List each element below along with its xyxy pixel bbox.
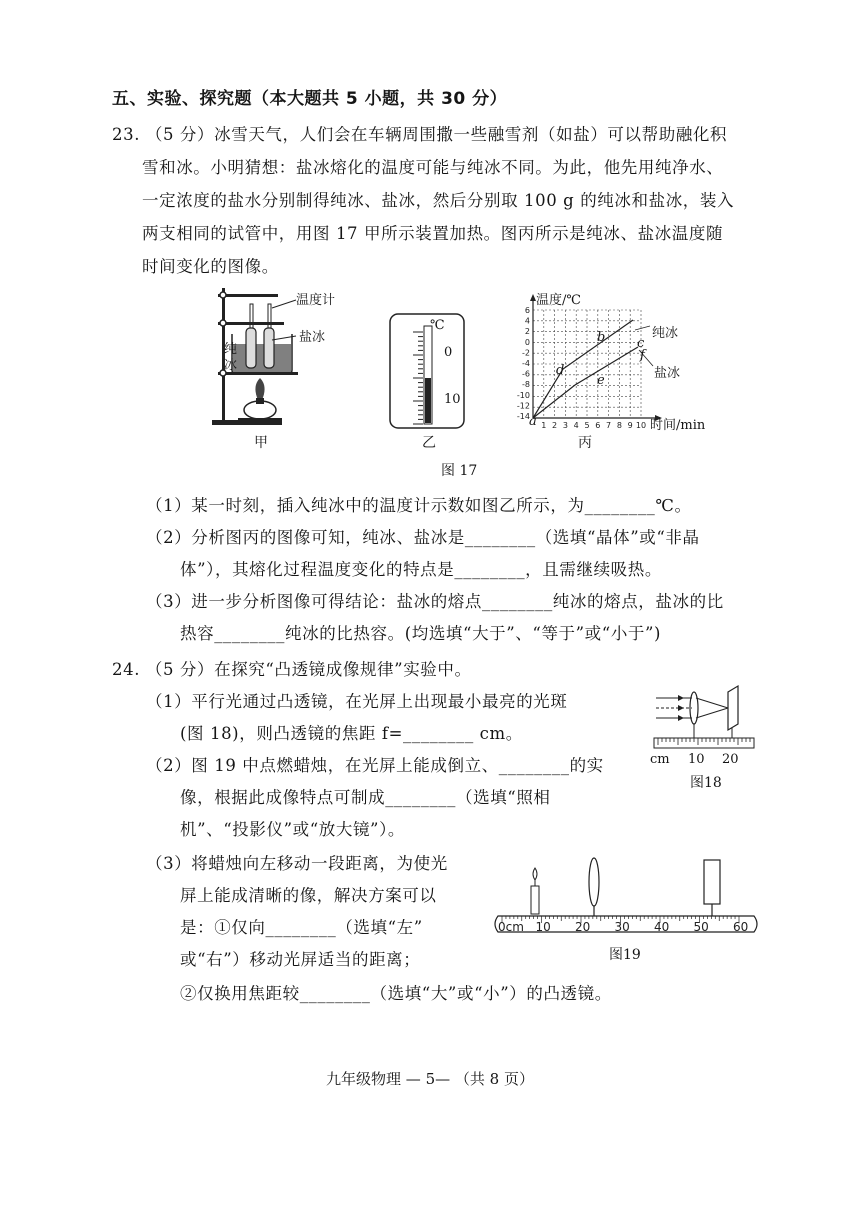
bing-xlabel: 时间/min <box>650 418 706 433</box>
bing-salt-label: 盐冰 <box>654 366 681 381</box>
bing-xtick-label: 7 <box>606 421 612 430</box>
bing-ytick-label: -12 <box>516 401 530 411</box>
bing-xtick-label: 9 <box>627 421 633 430</box>
yi-tick-0: 0 <box>444 345 453 360</box>
q24-line-9: 是：①仅向________（选填“左” <box>180 918 423 937</box>
bing-ytick-label: -8 <box>522 380 530 390</box>
bing-origin: a <box>529 414 537 429</box>
q24-line-6: 机”、“投影仪”或“放大镜”）。 <box>180 820 406 839</box>
q23-line-5: 时间变化的图像。 <box>142 257 279 276</box>
candle <box>531 886 539 914</box>
fig19-scale-label: 50 <box>693 920 709 934</box>
fig19-lens <box>589 858 599 906</box>
yi-unit: ℃ <box>430 318 445 333</box>
pure-ice-label-2: 冰 <box>224 358 238 373</box>
point-b: b <box>597 330 606 345</box>
test-tube-right <box>264 328 274 368</box>
bing-xtick-label: 2 <box>552 421 558 430</box>
q24-line-8: 屏上能成清晰的像，解决方案可以 <box>180 886 437 905</box>
q23-part-2a: （2）分析图丙的图像可知，纯冰、盐冰是________（选填“晶体”或“非晶 <box>146 528 700 547</box>
candle-flame <box>533 868 537 880</box>
bing-xtick-label: 8 <box>616 421 622 430</box>
q24-line-2: （1）平行光通过凸透镜，在光屏上出现最小最亮的光斑 <box>146 692 568 711</box>
bing-xtick-label: 1 <box>541 421 547 430</box>
q23-line-2: 雪和冰。小明猜想：盐冰熔化的温度可能与纯冰不同。为此，他先用纯净水、 <box>142 158 724 177</box>
bing-xtick-label: 10 <box>635 421 647 430</box>
fig18-ruler <box>654 738 754 748</box>
bing-pure-label: 纯冰 <box>652 326 679 341</box>
fig17-caption: 图 17 <box>441 463 478 479</box>
pure-ice-line <box>533 320 633 418</box>
q24-line-3: (图 18)，则凸透镜的焦距 f=________ cm。 <box>180 724 523 743</box>
bing-xtick-label: 5 <box>584 421 590 430</box>
q24-line-4: （2）图 19 中点燃蜡烛，在光屏上能成倒立、________的实 <box>146 756 604 775</box>
yi-tick-10: 10 <box>444 392 461 407</box>
bing-ytick-label: 2 <box>524 327 530 337</box>
q23-line-4: 两支相同的试管中，用图 17 甲所示装置加热。图丙所示是纯冰、盐冰温度随 <box>142 224 724 243</box>
point-f: f <box>640 348 645 363</box>
fig19-scale-label: 0cm <box>498 920 524 934</box>
q23-line-3: 一定浓度的盐水分别制得纯冰、盐冰，然后分别取 100 g 的纯冰和盐冰，装入 <box>142 191 735 210</box>
fig18-diagram <box>648 684 758 756</box>
bing-ytick-label: 0 <box>524 337 530 347</box>
bing-ytick-label: 4 <box>524 316 530 326</box>
point-d: d <box>556 363 565 378</box>
bing-ytick-label: -6 <box>522 369 530 379</box>
fig19-scale-label: 20 <box>575 920 591 934</box>
bing-ytick-label: -2 <box>522 348 530 358</box>
point-c: c <box>637 336 645 351</box>
bing-ytick-label: -4 <box>522 359 530 368</box>
fig19-bench <box>490 852 762 944</box>
q23-part-1: （1）某一时刻，插入纯冰中的温度计示数如图乙所示，为________℃。 <box>146 496 692 515</box>
bing-ytick-label: -10 <box>516 390 530 400</box>
fig18-caption: 图18 <box>690 775 722 791</box>
salt-ice-label: 盐冰 <box>299 330 326 345</box>
fig17-yi-label: 乙 <box>422 435 436 451</box>
fig17-bing-graph <box>508 290 723 432</box>
fig19-scale-label: 60 <box>733 920 749 934</box>
fig18-unit: cm <box>650 752 670 767</box>
bing-xtick-label: 6 <box>595 421 601 430</box>
q23-line-1: 23. （5 分）冰雪天气，人们会在车辆周围撒一些融雪剂（如盐）可以帮助融化积 <box>112 125 728 144</box>
q23-part-3a: （3）进一步分析图像可得结论：盐冰的熔点________纯冰的熔点，盐冰的比 <box>146 592 724 611</box>
q24-line-5: 像，根据此成像特点可制成________（选填“照相 <box>180 788 551 807</box>
q24-line-11: ②仅换用焦距较________（选填“大”或“小”）的凸透镜。 <box>180 984 612 1003</box>
fig17-yi-thermometer <box>388 312 468 432</box>
q24-line-7: （3）将蜡烛向左移动一段距离，为使光 <box>146 854 448 873</box>
bing-xtick-label: 4 <box>573 421 579 430</box>
q24-line-10: 或“右”）移动光屏适当的距离； <box>180 950 421 969</box>
thermometer-label: 温度计 <box>296 293 336 308</box>
bing-ytick-label: -14 <box>516 412 530 421</box>
fig19-screen <box>704 860 720 904</box>
point-e: e <box>597 373 605 388</box>
fig17-bing-label: 丙 <box>578 435 592 451</box>
fig19-caption: 图19 <box>609 947 641 963</box>
fig18-tick-10: 10 <box>688 752 705 767</box>
fig19-scale-label: 40 <box>654 920 670 934</box>
pure-ice-label-1: 纯 <box>224 342 238 357</box>
q24-line-1: 24. （5 分）在探究“凸透镜成像规律”实验中。 <box>112 660 472 679</box>
bing-xtick-label: 3 <box>562 421 568 430</box>
light-screen <box>728 686 738 730</box>
fig17-jia-label: 甲 <box>254 435 268 451</box>
fig19-scale-label: 10 <box>535 920 551 934</box>
bing-ylabel: 温度/℃ <box>536 293 581 308</box>
q23-part-3b: 热容________纯冰的比热容。(均选填“大于”、“等于”或“小于”) <box>180 624 662 643</box>
fig18-tick-20: 20 <box>722 752 739 767</box>
page-footer: 九年级物理 — 5— （共 8 页） <box>326 1070 534 1088</box>
fig19-scale-label: 30 <box>614 920 630 934</box>
q23-part-2b: 体”），其熔化过程温度变化的特点是________，且需继续吸热。 <box>180 560 662 579</box>
test-tube-left <box>246 328 256 368</box>
flame <box>255 378 264 400</box>
bing-ytick-label: 6 <box>524 306 530 315</box>
mercury-column <box>425 378 431 423</box>
section-title: 五、实验、探究题（本大题共 5 小题，共 30 分） <box>112 89 508 109</box>
